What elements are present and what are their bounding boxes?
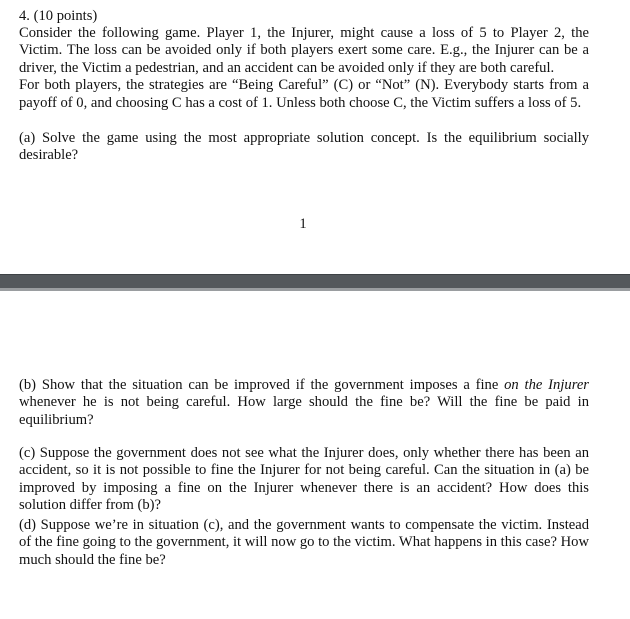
part-b [19,377,589,429]
intro-paragraph-2: For both players, the strategies are “Being Careful” (C) or “Not” (N). Everybody starts from a payoff of 0, and choosing C has a cost of 1. Unless both choose C, the Victim suffers a loss of 5. [19,77,589,111]
page-break-divider [0,274,630,291]
part-c-text: (c) Suppose the government does not see what the Injurer does, only whether there has been an accident, so it is not possible to fine the Injurer for not being careful. Can the situation in (a) be improved by imposing a fine on the Injurer whenever there is an accident? How does this solution differ from (b)? [19,445,589,514]
intro-paragraph-1: Consider the following game. Player 1, the Injurer, might cause a loss of 5 to Player 2, the Victim. The loss can be avoided only if both players exert some care. E.g., the Injurer can be a driver, the Victim a pedestrian, and an accident can be avoided only if they are both careful. [19,25,589,76]
part-d [19,517,589,569]
part-d-text: (d) Suppose we’re in situation (c), and the government wants to compensate the victim. Instead of the fine going to the government, it will now go to the victim. What happens in this case? How much should the fine be? [19,517,589,568]
part-b-emphasis: on the Injurer [504,377,589,393]
part-b-text-end: whenever he is not being careful. How large should the fine be? Will the fine be paid in equilibrium? [19,394,589,428]
page-2 [0,291,630,619]
question-intro [19,25,589,112]
part-b-text-start: (b) Show that the situation can be improved if the government imposes a fine [19,377,505,393]
part-a [19,130,589,165]
page-number: 1 [299,216,307,232]
part-c [19,445,589,515]
part-b-text [19,377,589,429]
page-1 [0,0,630,274]
question-heading: 4. (10 points) [19,8,98,24]
part-a-text: (a) Solve the game using the most appropriate solution concept. Is the equilibrium socially desirable? [19,130,589,164]
